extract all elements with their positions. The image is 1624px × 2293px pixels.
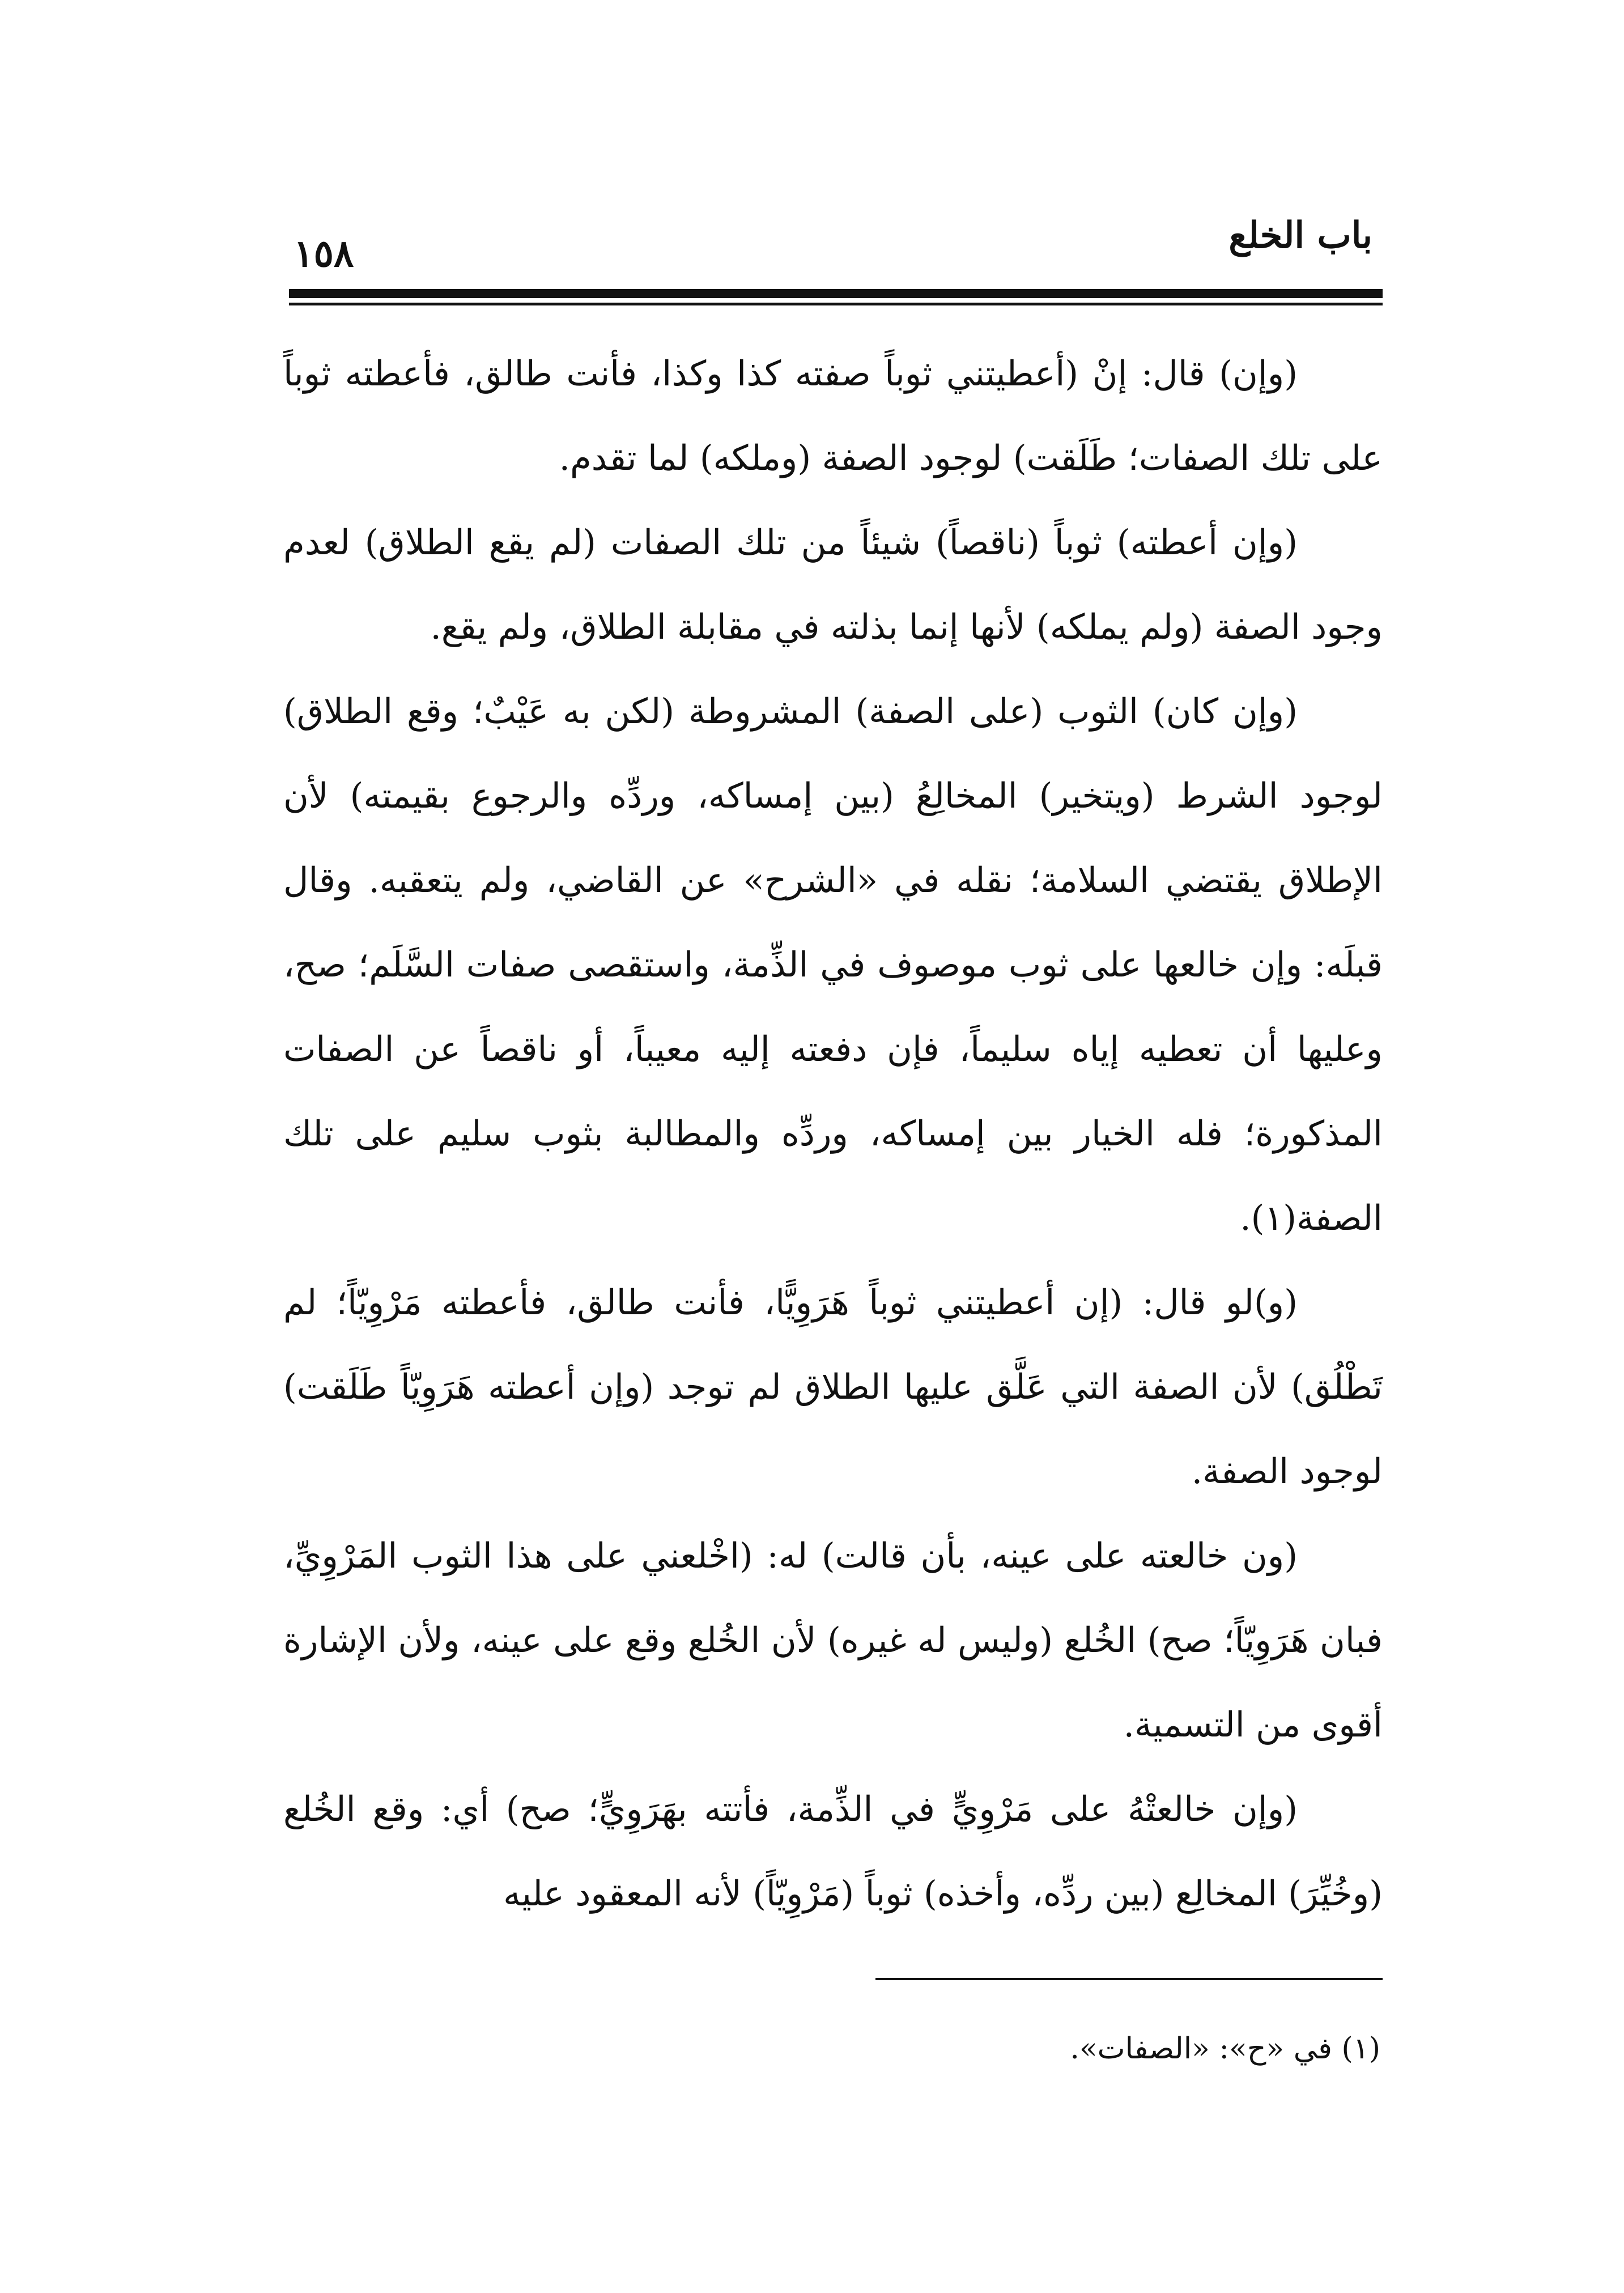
- page-header: [289, 210, 1383, 295]
- footnote: (١) في «ح»: «الصفات».: [1070, 2032, 1380, 2066]
- paragraph: (وإن) قال: إنْ (أعطيتني ثوباً صفته كذا وكذا، فأنت طالق، فأعطته ثوباً على تلك الصفات؛ طَلَقت) لوجود الصفة (وملكه) لما تقدم.: [283, 354, 1383, 478]
- body-text: [283, 332, 1383, 1936]
- header-rule-thick: [289, 289, 1383, 298]
- paragraph: (وإن خالعتْهُ على مَرْوِيٍّ في الذِّمة، فأتته بهَرَوِيٍّ؛ صح) أي: وقع الخُلع (وخُيِّرَ) المخالِع (بين ردِّه، وأخذه) ثوباً (مَرْوِيّاً) لأنه المعقود عليه: [283, 1789, 1383, 1914]
- paragraph: (و)لو قال: (إن أعطيتني ثوباً هَرَوِيًّا، فأنت طالق، فأعطته مَرْوِيّاً؛ لم تَطْلُق) لأن الصفة التي عَلَّق عليها الطلاق لم توجد (وإن أعطته هَرَوِيّاً طَلَقت) لوجود الصفة.: [283, 1283, 1383, 1492]
- footnote-separator: [875, 1978, 1383, 1980]
- paragraph: (وإن كان) الثوب (على الصفة) المشروطة (لكن به عَيْبٌ؛ وقع الطلاق) لوجود الشرط (ويتخير) المخالِعُ (بين إمساكه، وردِّه والرجوع بقيمته) لأن الإطلاق يقتضي السلامة؛ نقله في «الشرح» عن القاضي، ولم يتعقبه. وقال قبلَه: وإن خالعها على ثوب موصوف في الذِّمة، واستقصى صفات السَّلَم؛ صح، وعليها أن تعطيه إياه سليماً، فإن دفعته إليه معيباً، أو ناقصاً عن الصفات المذكورة؛ فله الخيار بين إمساكه، وردِّه والمطالبة بثوب سليم على تلك الصفة(١).: [283, 691, 1383, 1238]
- paragraph: (ون خالعته على عينه، بأن قالت) له: (اخْلعني على هذا الثوب المَرْوِيِّ، فبان هَرَوِيّاً؛ صح) الخُلع (وليس له غيره) لأن الخُلع وقع على عينه، ولأن الإشارة أقوى من التسمية.: [283, 1536, 1383, 1745]
- paragraph: (وإن أعطته) ثوباً (ناقصاً) شيئاً من تلك الصفات (لم يقع الطلاق) لعدم وجود الصفة (ولم يملكه) لأنها إنما بذلته في مقابلة الطلاق، ولم يقع.: [283, 523, 1383, 647]
- page-number: ١٥٨: [294, 231, 354, 275]
- running-title: باب الخلع: [1228, 214, 1372, 257]
- header-rule-thin: [289, 303, 1383, 305]
